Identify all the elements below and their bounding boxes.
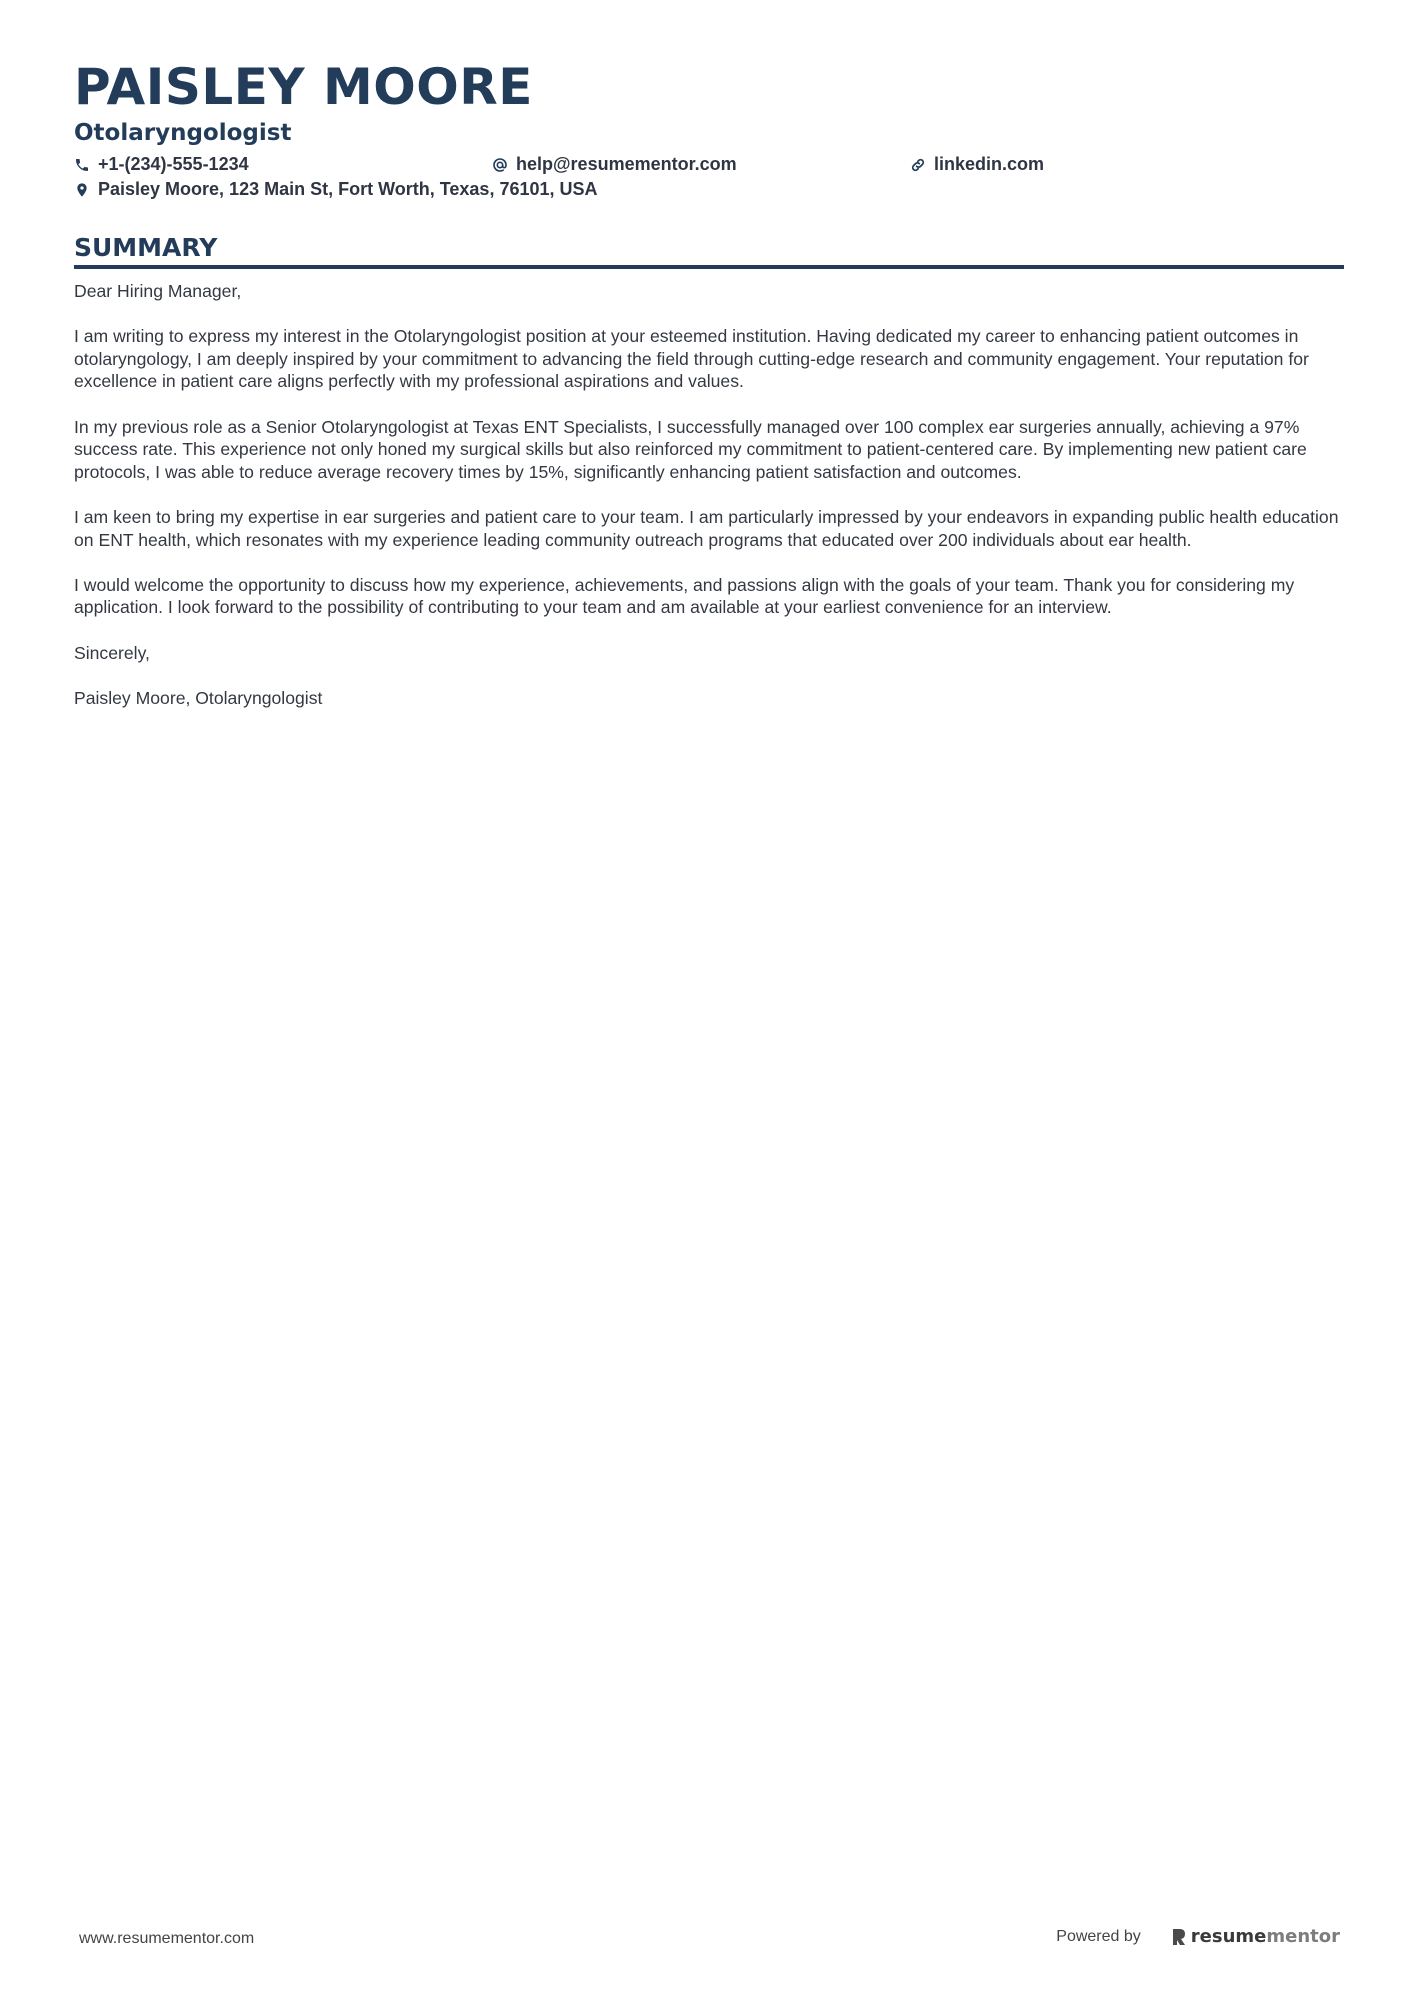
resumementor-logo-icon — [1171, 1927, 1187, 1947]
location-pin-icon — [74, 182, 90, 198]
contact-address — [74, 179, 598, 200]
address-text: Paisley Moore, 123 Main St, Fort Worth, Texas, 76101, USA — [98, 179, 598, 199]
linkedin-link[interactable]: linkedin.com — [934, 154, 1045, 174]
section-divider — [74, 265, 1344, 269]
contact-phone — [74, 154, 249, 175]
powered-by-label: Powered by — [1056, 1927, 1141, 1945]
phone-text: +1-(234)-555-1234 — [98, 154, 249, 174]
closing: Sincerely, — [74, 642, 150, 663]
link-icon — [910, 157, 926, 173]
footer-website[interactable]: www.resumementor.com — [79, 1930, 255, 1947]
phone-icon — [74, 157, 90, 173]
at-icon — [492, 157, 508, 173]
brand-part-resume: resume — [1190, 1926, 1267, 1947]
footer-branding — [1056, 1926, 1340, 1947]
paragraph: I am keen to bring my expertise in ear surgeries and patient care to your team. I am particularly impressed by your endeavors in expanding public health education on ENT health, which resonates with my experience leading community outreach programs that educated over 200 individuals about ear health. — [74, 506, 1339, 550]
paragraph: I am writing to express my interest in the Otolaryngologist position at your esteemed institution. Having dedicated my career to enhancing patient outcomes in otolaryngology, I am deeply inspired by your commitment to advancing the field through cutting-edge research and community engagement. Your reputation for excellence in patient care aligns perfectly with my professional aspirations and values. — [74, 326, 1309, 392]
signature: Paisley Moore, Otolaryngologist — [74, 687, 323, 708]
brand-part-mentor: mentor — [1266, 1926, 1340, 1947]
paragraph: I would welcome the opportunity to discuss how my experience, achievements, and passions align with the goals of your team. Thank you for considering my application. I look forward to the possibility of contributing to your team and am available at your earliest convenience for an interview. — [74, 574, 1295, 618]
greeting: Dear Hiring Manager, — [74, 281, 242, 301]
cover-letter-body — [74, 280, 1342, 732]
brand-logo[interactable] — [1171, 1926, 1340, 1947]
job-title: Otolaryngologist — [74, 120, 292, 146]
contact-link — [910, 154, 1044, 175]
contact-email — [492, 154, 737, 175]
summary-heading: SUMMARY — [74, 233, 218, 262]
email-link[interactable]: help@resumementor.com — [516, 154, 737, 174]
candidate-name: PAISLEY MOORE — [74, 58, 533, 116]
paragraph: In my previous role as a Senior Otolaryngologist at Texas ENT Specialists, I successfully managed over 100 complex ear surgeries annually, achieving a 97% success rate. This experience not only honed my surgical skills but also reinforced my commitment to patient-centered care. By implementing new patient care protocols, I was able to reduce average recovery times by 15%, significantly enhancing patient satisfaction and outcomes. — [74, 416, 1307, 482]
